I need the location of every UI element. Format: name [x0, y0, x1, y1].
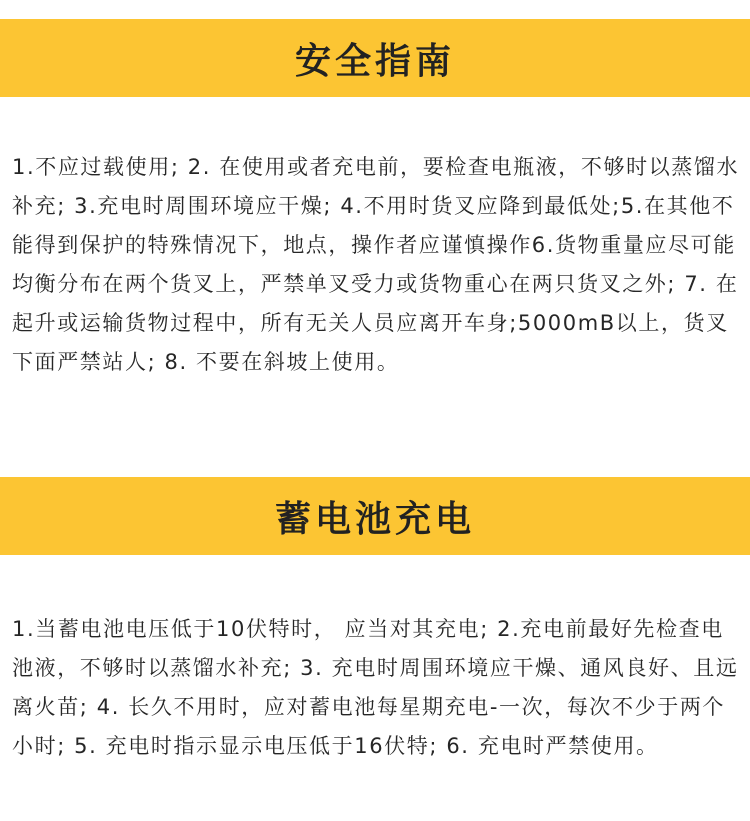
- safety-guide-text: 1.不应过载使用; 2. 在使用或者充电前，要检查电瓶液，不够时以蒸馏水补充; 3.充电时周围环境应干燥; 4.不用时货叉应降到最低处;5.在其他不能得到保护的特殊情况下，地点，操作者应谨慎操作6.货物重量应尽可能均衡分布在两个货叉上，严禁单叉受力或货物重心在两只货叉之外; 7. 在起升或运输货物过程中，所有无关人员应离开车身;5000mB以上，货叉下面严禁站人; 8. 不要在斜坡上使用。: [12, 155, 740, 374]
- battery-charging-text: 1.当蓄电池电压低于10伏特时， 应当对其充电; 2.充电前最好先检查电池液，不够时以蒸馏水补充; 3. 充电时周围环境应干燥、通风良好、且远离火苗; 4. 长久不用时，应对蓄电池每星期充电-一次，每次不少于两个小时; 5. 充电时指示显示电压低于16伏特; 6. 充电时严禁使用。: [12, 617, 739, 758]
- section-header-battery-charging: [0, 477, 750, 555]
- section-header-safety-guide: [0, 19, 750, 97]
- section-title-safety-guide: 安全指南: [294, 40, 455, 82]
- section-title-battery-charging: 蓄电池充电: [274, 498, 475, 540]
